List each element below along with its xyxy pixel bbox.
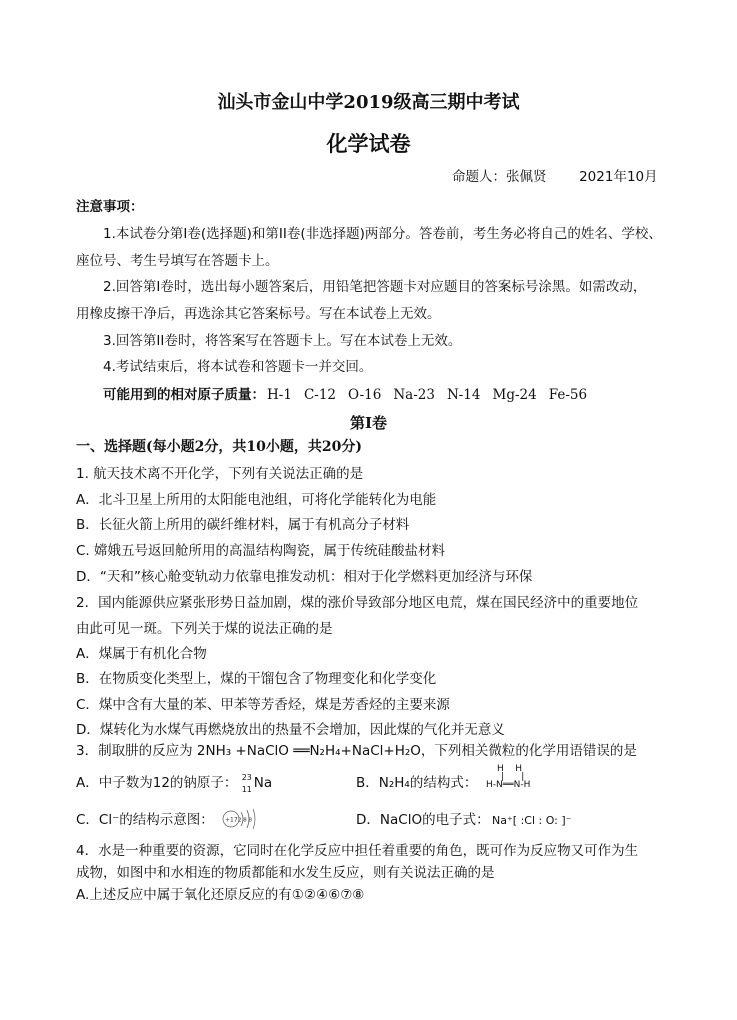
notice-item: 用橡皮擦干净后，再选涂其它答案标号。写在本试卷上无效。 [76,306,441,322]
atomic-number: 11 [241,785,252,794]
question-stem: 1. 航天技术离不开化学，下列有关说法正确的是 [76,466,364,482]
notice-item: 座位号、考生号填写在答题卡上。 [76,253,279,269]
option-d: D．“天和”核心舱变轨动力依靠电推发动机：相对于化学燃料更加经济与环保 [76,569,533,585]
mass-label: 可能用到的相对原子质量： [103,387,265,403]
mass-value: H-1 [267,387,292,403]
question-stem: 3．制取肼的反应为 2NH₃ +NaClO ══N₂H₄+NaCl+H₂O，下列相关微粒的化学用语错误的是 [76,743,637,759]
question-stem-cont: 由此可见一斑。下列关于煤的说法正确的是 [76,621,333,637]
option-a-label: A．中子数为12的钠原子： [76,775,238,791]
structure-chain: H-N══N-H [486,780,531,790]
notice-item: 1.本试卷分第I卷(选择题)和第II卷(非选择题)两部分。答卷前，考生务必将自己的姓名、学校、 [103,226,662,242]
notice-item: 4.考试结束后，将本试卷和答题卡一并交回。 [103,359,373,375]
question-stem: 4．水是一种重要的资源，它同时在化学反应中担任着重要的角色，既可作为反应物又可作为生 [76,843,639,859]
option-a [76,774,272,792]
author-line [452,168,658,186]
nucleus-charge: +17 [225,816,238,824]
option-a: A．北斗卫星上所用的太阳能电池组，可将化学能转化为电能 [76,492,437,508]
mass-value: Na-23 [393,387,435,403]
notice-item: 3.回答第II卷时，将答案写在答题卡上。写在本试卷上无效。 [103,333,462,349]
section-heading: 一、选择题(每小题2分，共10小题，共20分) [76,439,362,455]
option-d: D．煤转化为水煤气再燃烧放出的热量不会增加，因此煤的气化并无意义 [76,722,505,738]
question-stem: 2．国内能源供应紧张形势日益加剧，煤的涨价导致部分地区电荒，煤在国民经济中的重要地位 [76,595,639,611]
structure-top-atoms: H H [497,764,522,774]
notice-item: 2.回答第I卷时，选出每小题答案后，用铅笔把答题卡对应题目的答案标号涂黑。如需改动， [103,279,647,295]
option-b: B．在物质变化类型上，煤的干馏包含了物理变化和化学变化 [76,671,437,687]
mass-value: O-16 [348,387,382,403]
chloride-ion-diagram [218,806,258,832]
option-a: A．煤属于有机化合物 [76,646,207,662]
atomic-mass-line [103,383,599,403]
mass-value: Fe-56 [548,387,588,403]
element-symbol: Na [253,775,273,791]
option-c-label: C．Cl⁻的结构示意图： [76,812,214,828]
notice-heading: 注意事项： [76,199,144,215]
shell-counts: 2 8 8 [238,817,252,824]
mass-value: Mg-24 [492,387,537,403]
author: 命题人：张佩贤 [452,169,547,185]
option-b-label: B．N₂H₄的结构式： [356,775,478,791]
mass-value: N-14 [446,387,481,403]
option-d-label: D．NaClO的电子式： [356,812,490,828]
option-b: B．长征火箭上所用的碳纤维材料，属于有机高分子材料 [76,517,410,533]
option-c: C. 嫦娥五号返回舱所用的高温结构陶瓷，属于传统硅酸盐材料 [76,543,446,559]
volume-title: 第I卷 [349,414,388,432]
exam-title: 汕头市金山中学2019级高三期中考试 [217,92,520,113]
exam-date: 2021年10月 [579,169,658,185]
hydrazine-structure: H H | | H-N══N-H [486,764,531,790]
electron-shell [253,809,255,829]
question-stem-cont: 成物，如图中和水相连的物质都能和水发生反应，则有关说法正确的是 [76,865,495,881]
option-a: A.上述反应中属于氧化还原反应的有①②④⑥⑦⑧ [76,887,365,903]
mass-number: 23 [241,773,252,782]
subject-title: 化学试卷 [326,131,411,156]
electron-formula: Na⁺[ :Cl : O: ]⁻ [492,814,572,827]
mass-value: C-12 [303,387,337,403]
option-c: C．煤中含有大量的苯、甲苯等芳香烃，煤是芳香烃的主要来源 [76,697,450,713]
